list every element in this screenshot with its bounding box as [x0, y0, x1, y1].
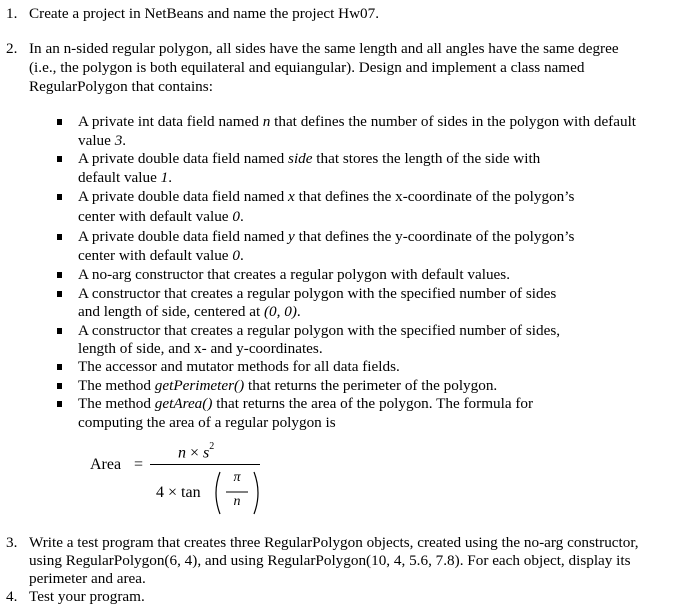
bullet-1-line-1: A private int data field named n that defines the number of sides in the polygon with default [78, 113, 637, 130]
formula-denominator: 4 × tan [156, 484, 201, 501]
bullet-6-line-1: A constructor that creates a regular polygon with the specified number of sides [78, 285, 557, 302]
bullet-3-line-1: A private double data field named x that defines the x-coordinate of the polygon’s [78, 188, 575, 205]
fraction-bar [150, 464, 260, 465]
bullet-7-line-2: length of side, and x- and y-coordinates. [78, 340, 323, 357]
bullet-1-line-2: value 3. [78, 132, 127, 149]
bullet-6-line-2: and length of side, centered at (0, 0). [78, 303, 301, 320]
bullet-4-line-2: center with default value 0. [78, 247, 244, 264]
item-4-number: 4. [6, 588, 18, 605]
item-1-text: Create a project in NetBeans and name the project Hw07. [29, 5, 380, 22]
item-3-line-3: perimeter and area. [29, 570, 146, 587]
bullet-10-line-1: The method getArea() that returns the area of the polygon. The formula for [78, 395, 534, 412]
bullet-2-line-2: default value 1. [78, 169, 173, 186]
bullet-4-line-1: A private double data field named y that defines the y-coordinate of the polygon’s [78, 228, 575, 245]
formula-equals: = [134, 456, 144, 473]
item-2-line-3: RegularPolygon that contains: [29, 78, 213, 95]
item-2-line-1: In an n-sided regular polygon, all sides have the same length and all angles have the same degree [29, 40, 619, 57]
item-2-line-2: (i.e., the polygon is both equilateral and equiangular). Design and implement a class named [29, 59, 585, 76]
bullet-9-line-1: The method getPerimeter() that returns the perimeter of the polygon. [78, 377, 498, 394]
formula-numerator: $n \times s^2$ [178, 441, 215, 462]
formula-pi: π [233, 470, 241, 485]
bullet-7-line-1: A constructor that creates a regular polygon with the specified number of sides, [78, 322, 561, 339]
formula-n: n [233, 494, 241, 509]
item-3-line-2: using RegularPolygon(6, 4), and using RegularPolygon(10, 4, 5.6, 7.8). For each object, display its [29, 552, 631, 569]
formula-lhs: Area [90, 456, 122, 473]
item-1-number: 1. [6, 5, 18, 22]
bullet-5-line-1: A no-arg constructor that creates a regular polygon with default values. [78, 266, 510, 283]
bullet-8-line-1: The accessor and mutator methods for all data fields. [78, 358, 400, 375]
item-3-number: 3. [6, 534, 18, 551]
item-4-text: Test your program. [29, 588, 145, 605]
bullet-3-line-2: center with default value 0. [78, 208, 244, 225]
item-2-number: 2. [6, 40, 18, 57]
bullet-2-line-1: A private double data field named side that stores the length of the side with [78, 150, 541, 167]
bullet-10-line-2: computing the area of a regular polygon is [78, 414, 336, 431]
item-3-line-1: Write a test program that creates three RegularPolygon objects, created using the no-arg constructor, [29, 534, 639, 551]
